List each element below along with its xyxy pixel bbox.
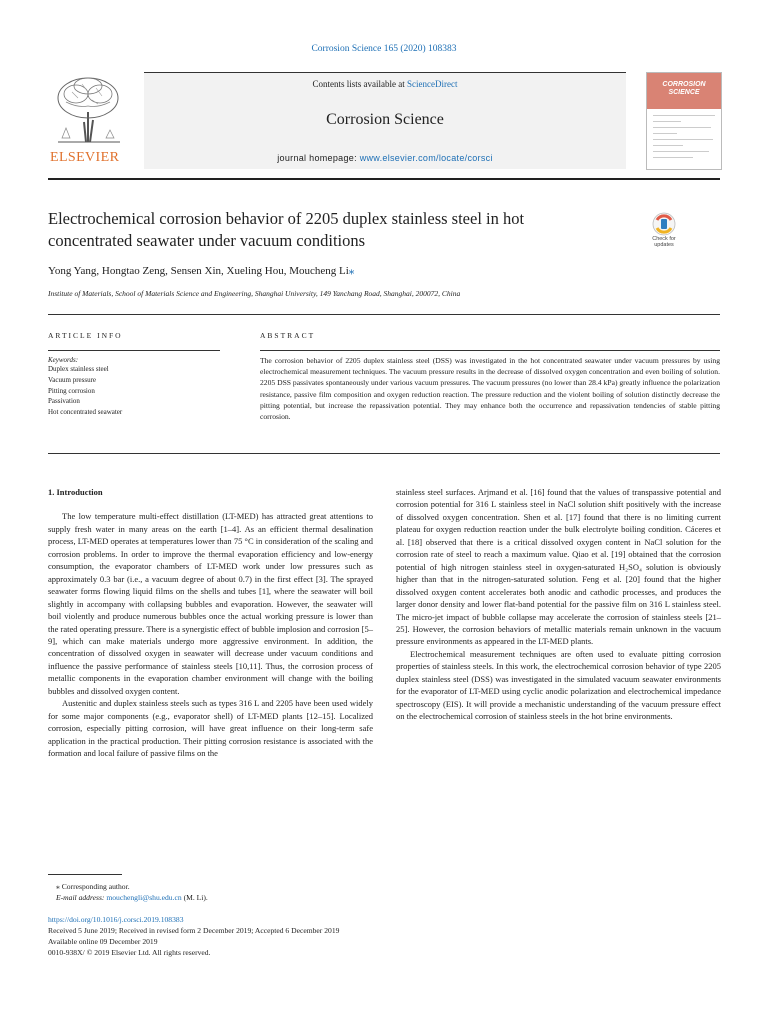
keyword-item: Pitting corrosion	[48, 386, 95, 395]
homepage-link[interactable]: www.elsevier.com/locate/corsci	[359, 153, 493, 163]
email-line: E-mail address: mouchengli@shu.edu.cn (M. Li).	[56, 893, 208, 902]
keyword-item: Duplex stainless steel	[48, 365, 109, 373]
paragraph: stainless steel surfaces. Arjmand et al. [16] found that the values of transpassive potential and corrosion potential for 316 L stainless steel in NaCl solution shift positively with the increase of dissolved oxygen concentration. Shen et al. [17] found that there is no limiting current plateau for oxygen reduction reaction under the bulk electrolyte boiling condition. Cáceres et al. [18] observed that there is a critical dissolved oxygen content in NaCl solution for the corrosion rate of steel to reach a maximum value. Qiao et al. [19] obtained that the corrosion potential of high nitrogen stainless steel in oxygen-saturated H₂SO₄ solution is obviously higher than that in the nitrogen-saturated solution. Feng et al. [20] found that the higher dissolved oxygen content accelerates both anodic and cathodic processes, and produces the larger donor density and lower flat-band potential for the passive film on 316 L stainless steel. The micro-jet impact of bubble collapse may accelerate the corrosion of stainless steels [21–25]. However, the corrosion behaviors of metallic materials remain unknown in the vacuum pressure environments as appeared in the LT-MED plants.	[396, 487, 721, 647]
online-date: Available online 09 December 2019	[48, 937, 158, 946]
check-updates-icon	[644, 212, 684, 236]
masthead	[48, 72, 720, 168]
homepage-line: journal homepage: www.elsevier.com/locate/corsci	[277, 153, 493, 163]
body-right-column	[396, 486, 721, 723]
cover-line	[653, 133, 677, 134]
info-top-rule	[48, 314, 720, 315]
elsevier-tree-icon	[48, 72, 130, 150]
paragraph: The low temperature multi-effect distillation (LT-MED) has attracted great attentions to supply fresh water in many areas on the earth [1–4]. As an efficient thermal desalination process, LT-MED operates at temperatures lower than 75 °C in consideration of the scaling and corrosion problems. In order to improve the thermal evaporation efficiency and low-energy consumption, the evaporator chambers of LT-MED work under low pressures such as approximately 0.3 bar (i.e., a vacuum degree of about 0.7) in the first effect [3]. The sprayed seawater forms flowing liquid films on the shells and tubes [1], where the seawater will boil slightly in accompany with collapsing bubbles and evaporation. However, the seawater will boil violently and produce numerous bubbles once the actual working pressure is lower than the rated operating pressure. There is a synergistic effect of bubble implosion and corrosion [5–9], which can make materials undergo more aggressive environment. In addition, the concentration of dissolved oxygen in seawater will decrease under vacuum conditions and influence the passive performance of stainless steels [10,11]. Thus, the corrosion process of metallic components in the evaporation chamber environment will change with the boiling bubbles and dissolved oxygen content.	[48, 511, 373, 696]
body-left-column	[48, 486, 373, 760]
affiliation: Institute of Materials, School of Materials Science and Engineering, Shanghai University, 149 Yanchang Road, Shanghai, 200072, China	[48, 289, 461, 298]
cover-title: CORROSION SCIENCE	[662, 81, 706, 96]
article-info-heading: ARTICLE INFO	[48, 331, 123, 340]
check-for-updates-badge[interactable]	[644, 212, 684, 256]
email-link[interactable]: mouchengli@shu.edu.cn	[106, 893, 182, 902]
cover-line	[653, 115, 715, 116]
corresponding-author-note: ⁎ Corresponding author.	[56, 882, 130, 891]
article-title: Electrochemical corrosion behavior of 2205 duplex stainless steel in hot concentrated seawater under vacuum conditions	[48, 209, 525, 250]
contents-line: Contents lists available at ScienceDirect	[312, 79, 458, 89]
cover-line	[653, 121, 681, 122]
cover-line	[653, 157, 693, 158]
keywords-label: Keywords:	[48, 356, 79, 364]
section-heading: 1. Introduction	[48, 487, 103, 497]
elsevier-wordmark: ELSEVIER	[50, 150, 120, 165]
keyword-item: Hot concentrated seawater	[48, 408, 123, 417]
footnote	[56, 881, 208, 903]
doi-link[interactable]: https://doi.org/10.1016/j.corsci.2019.108383	[48, 915, 184, 924]
copyright: 0010-938X/ © 2019 Elsevier Ltd. All rights reserved.	[48, 948, 211, 957]
abstract-bottom-rule	[48, 453, 720, 454]
cover-line	[653, 127, 711, 128]
paragraph: Austenitic and duplex stainless steels such as types 316 L and 2205 have been used widely for some major components (e.g., evaporator shell) of LT-MED plants [12–15]. Localized corrosion, especially pitting corrosion, will have great influence on their long-term safe application in the practical production. Their pitting corrosion resistance is associated with the formation and local failure of passive films on the	[48, 698, 373, 759]
journal-title: Corrosion Science	[326, 111, 444, 128]
journal-cover-thumbnail	[646, 72, 722, 170]
keywords-block	[48, 356, 228, 418]
check-updates-label: Check for updates	[652, 236, 676, 248]
cover-line	[653, 139, 713, 140]
corresponding-author-mark[interactable]: ⁎	[348, 265, 355, 277]
journal-header-box	[144, 72, 626, 169]
article-dates	[48, 914, 720, 958]
abstract-rule	[260, 350, 720, 351]
keyword-item: Passivation	[48, 397, 80, 406]
sciencedirect-link[interactable]: ScienceDirect	[407, 79, 458, 89]
article-info-rule	[48, 350, 220, 351]
keyword-item: Vacuum pressure	[48, 375, 97, 384]
cover-line	[653, 151, 709, 152]
author-list: Yong Yang, Hongtao Zeng, Sensen Xin, Xueling Hou, Moucheng Li⁎	[48, 265, 355, 277]
paragraph: Electrochemical measurement techniques are often used to evaluate pitting corrosion properties of stainless steels. In this work, the electrochemical corrosion behavior of type 2205 duplex stainless steel (DSS) was investigated in the simulated vacuum seawater environments for the evaporator of LT-MED using cyclic anodic polarization and electrochemical impedance spectroscopy (EIS). It will provide a mechanistic understanding of the vacuum pressure effect on the electrochemical corrosion of stainless steels in the hot brine environments.	[396, 648, 721, 722]
elsevier-logo	[48, 72, 130, 168]
header-rule	[48, 178, 720, 180]
abstract-heading: ABSTRACT	[260, 331, 316, 340]
cover-line	[653, 145, 683, 146]
footnote-rule	[48, 874, 122, 875]
received-dates: Received 5 June 2019; Received in revised form 2 December 2019; Accepted 6 December 2019	[48, 926, 340, 935]
journal-reference[interactable]: Corrosion Science 165 (2020) 108383	[311, 44, 457, 54]
abstract-text: The corrosion behavior of 2205 duplex stainless steel (DSS) was investigated in the hot concentrated seawater under vacuum pressures by using electrochemical measurement techniques. The vacuum pressure results in the decrease of dissolved oxygen concentration and even boiling of solution. 2205 DSS passivates spontaneously under various vacuum pressures. The vacuum pressures (no lower than 28.4 kPa) greatly influence the polarization resistance, passive film composition and oxygen reduction reaction. The pressure reduction and the violent boiling of solution distinctly decrease the pitting potential, but increase the repassivation potential. They may enhance both the occurrence and repassivation tendencies of stable pitting corrosion.	[260, 356, 720, 422]
